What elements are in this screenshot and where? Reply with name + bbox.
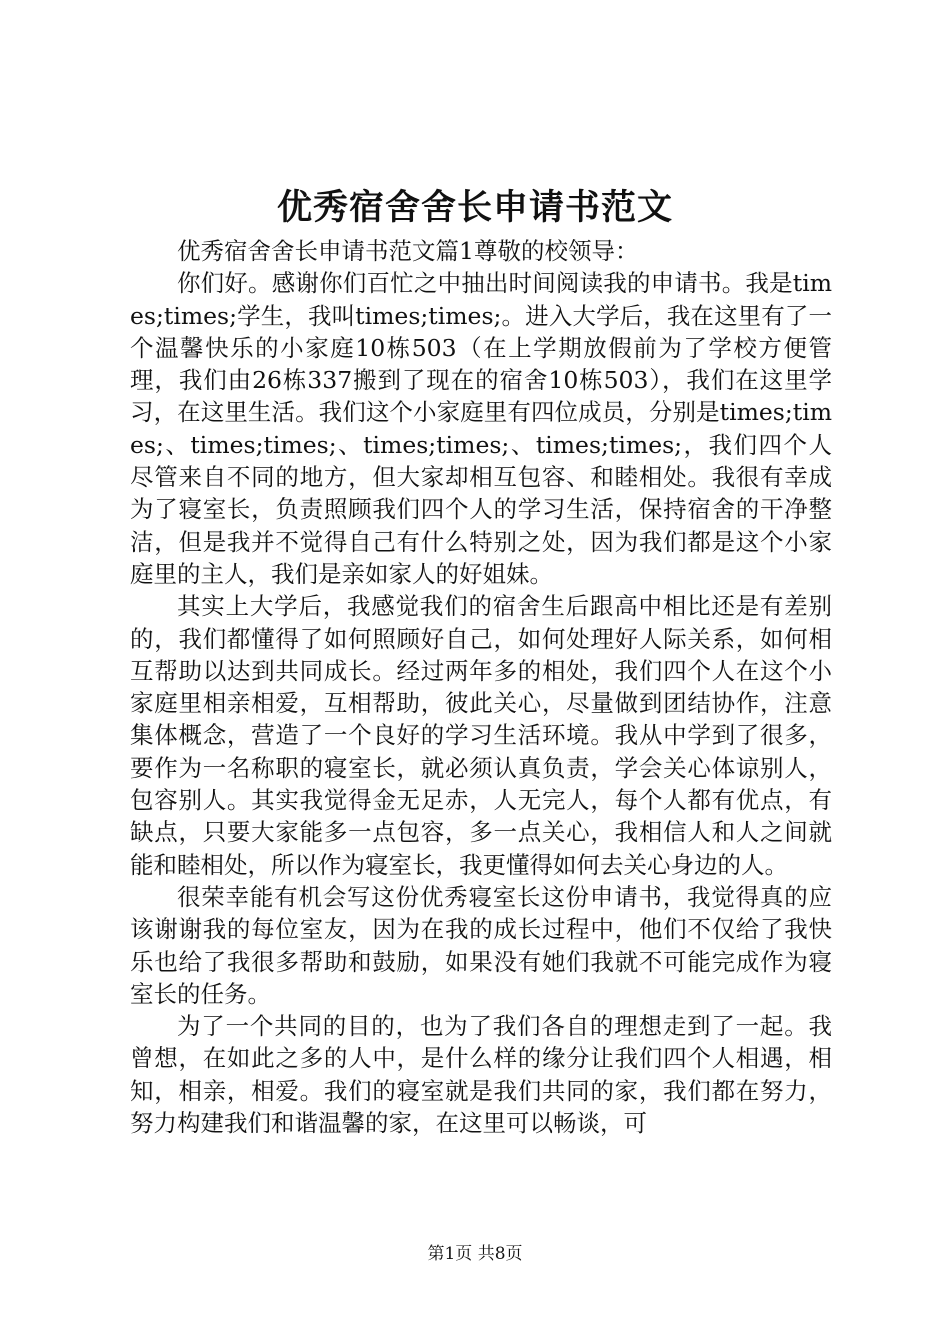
paragraph-1: 优秀宿舍舍长申请书范文篇1尊敬的校领导： bbox=[177, 237, 639, 265]
paragraph-5: 为了一个共同的目的，也为了我们各自的理想走到了一起。我曾想，在如此之多的人中，是什么样的缘分让我们四个人相遇，相知，相亲，相爱。我们的寝室就是我们共同的家，我们都在努力，努力构建我们和谐温馨的家，在这里可以畅谈，可 bbox=[130, 1012, 832, 1138]
paragraph-4: 很荣幸能有机会写这份优秀寝室长这份申请书，我觉得真的应该谢谢我的每位室友，因为在我的成长过程中，他们不仅给了我快乐也给了我很多帮助和鼓励，如果没有她们我就不可能完成作为寝室长的任务。 bbox=[130, 882, 832, 1008]
document-body bbox=[130, 235, 832, 1139]
paragraph-3: 其实上大学后，我感觉我们的宿舍生后跟高中相比还是有差别的，我们都懂得了如何照顾好自己，如何处理好人际关系，如何相互帮助以达到共同成长。经过两年多的相处，我们四个人在这个小家庭里相亲相爱，互相帮助，彼此关心，尽量做到团结协作，注意集体概念，营造了一个良好的学习生活环境。我从中学到了很多，要作为一名称职的寝室长，就必须认真负责，学会关心体谅别人，包容别人。其实我觉得金无足赤，人无完人，每个人都有优点，有缺点，只要大家能多一点包容，多一点关心，我相信人和人之间就能和睦相处，所以作为寝室长，我更懂得如何去关心身边的人。 bbox=[130, 592, 832, 879]
document-title: 优秀宿舍舍长申请书范文 bbox=[276, 187, 673, 228]
page-number-footer: 第1页 共8页 bbox=[427, 1244, 523, 1264]
paragraph-2: 你们好。感谢你们百忙之中抽出时间阅读我的申请书。我是times;times;学生，我叫times;times;。进入大学后，我在这里有了一个温馨快乐的小家庭10栋503（在上学期放假前为了学校方便管理，我们由26栋337搬到了现在的宿舍10栋503），我们在这里学习，在这里生活。我们这个小家庭里有四位成员，分别是times;times;、times;times;、times;times;、times;times;，我们四个人尽管来自不同的地方，但大家却相互包容、和睦相处。我很有幸成为了寝室长，负责照顾我们四个人的学习生活，保持宿舍的干净整洁，但是我并不觉得自己有什么特别之处，因为我们都是这个小家庭里的主人，我们是亲如家人的好姐妹。 bbox=[130, 269, 832, 588]
